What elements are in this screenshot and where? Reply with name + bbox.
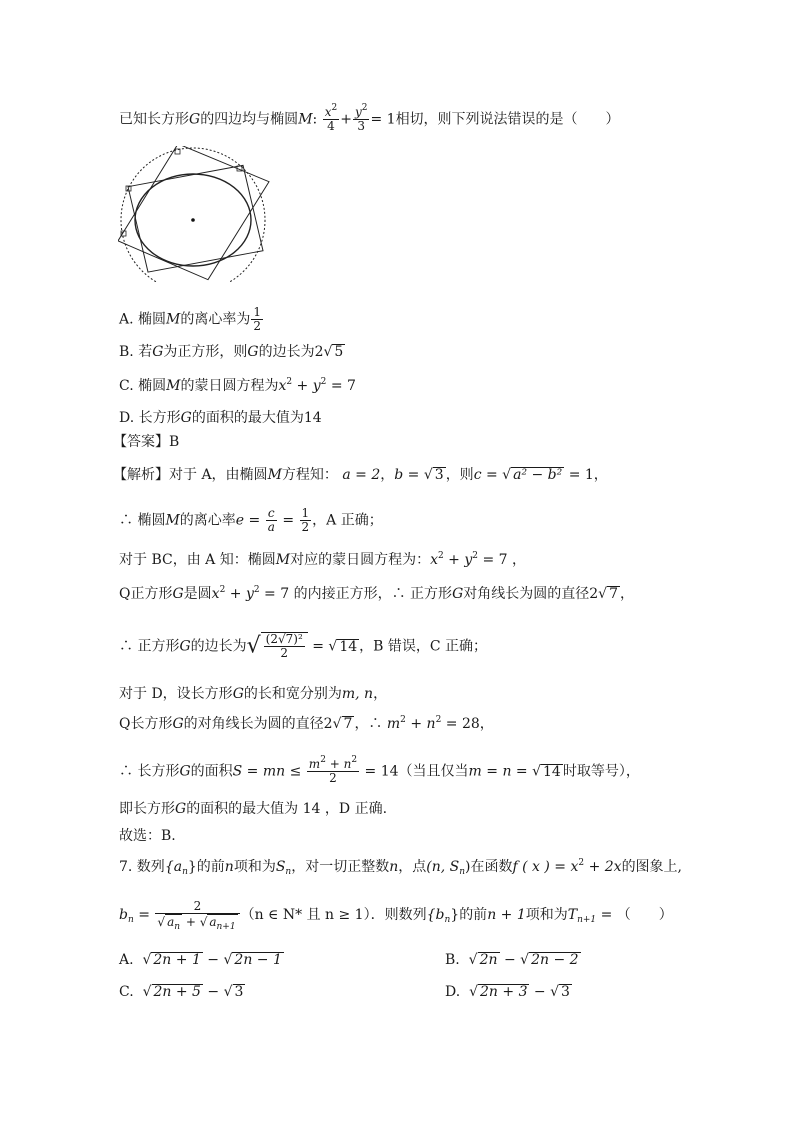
equals-one: = 1: [370, 111, 396, 128]
stem-text: 已知长方形: [119, 111, 189, 128]
answer-line: 【答案】B: [113, 434, 180, 450]
fraction-x2-4: $\frac{x^2}{4}$: [324, 103, 338, 133]
solution-line-5: ∴ 正方形G的边长为√ $\frac{\text{(2√7)²}}{2}$ = √ 14 ，B 错误，C 正确；: [119, 632, 488, 660]
option-c: C. 椭圆M的蒙日圆方程为$x^2 + y^2 = 7$: [119, 377, 356, 394]
solution-line-6: 对于 D，设长方形G的长和宽分别为m, n，: [119, 686, 388, 702]
option-b: B. 若G为正方形，则G的边长为2√ 5: [119, 344, 344, 360]
rectangle-1: [118, 146, 269, 280]
q7-option-d: D. √ 2n + 3 − √ 3: [445, 984, 570, 1000]
plus: +: [340, 111, 352, 128]
fraction-bn: $\frac{2}{√ a_n + √ a_{n+1}}$: [155, 900, 239, 930]
option-a: A. 椭圆M的离心率为 $\frac{1}{2}$: [119, 305, 261, 333]
solution-line-7: Q长方形G的对角线长为圆的直径2√ 7 ，∴ $m^2 + n^2 = 28$，: [119, 715, 494, 732]
var-m: M: [298, 111, 313, 128]
rectangle-2: [128, 165, 263, 272]
fraction-y2-3: $\frac{y^2}{3}$: [354, 103, 368, 133]
solution-line-10: 故选：B.: [119, 828, 176, 844]
stem-text: 相切，则下列说法错误的是（ ）: [395, 111, 620, 128]
solution-line-9: 即长方形G的面积的最大值为 14 ，D 正确.: [119, 801, 388, 817]
ellipse-figure: [118, 146, 270, 282]
q7-option-b: B. √ 2n − √ 2n − 2: [445, 952, 579, 968]
colon: :: [312, 111, 318, 128]
solution-line-4: Q正方形G是圆$x^2 + y^2 = 7$ 的内接正方形，∴ 正方形G对角线长为圆的直径2√ 7 ，: [119, 585, 635, 602]
var-g: G: [189, 111, 201, 128]
fraction-half: $\frac{1}{2}$: [253, 305, 261, 333]
solution-line-1: 【解析】对于 A，由椭圆M方程知： a = 2，b = √ 3 ，则c = √ a² − b² = 1，: [113, 467, 608, 483]
q7-option-a: A. √ 2n + 1 − √ 2n − 1: [119, 952, 282, 968]
q7-stem-line-2: $b_n$ = $\frac{2}{√ a_n + √ a_{n+1}}$ （n ∈ N* 且 n ≥ 1）．则数列$\{b_n\}$的前n + 1项和为$T_{n+1}$ = （ ）: [119, 899, 673, 932]
solution-line-2: ∴ 椭圆M的离心率e = $\frac{c}{a}$ = $\frac{1}{2}$ ，A 正确；: [119, 506, 383, 534]
stem-text: 的四边均与椭圆: [200, 111, 299, 128]
q7-stem-line-1: 7. 数列$\{a_n\}$的前n项和为$S_n$，对一切正整数n，点(n, $S_n$)在函数f ( x ) = $x^2 + 2x$的图象上,: [119, 858, 683, 877]
q7-option-c: C. √ 2n + 5 − √ 3: [119, 984, 244, 1000]
solution-line-8: ∴ 长方形G的面积S = mn ≤ $\frac{m^2 + n^2}{2}$ = 14（当且仅当m = n = √ 14 时取等号），: [119, 755, 640, 785]
solution-line-3: 对于 BC，由 A 知：椭圆M对应的蒙日圆方程为：$x^2 + y^2 = 7$ ，: [119, 551, 527, 568]
center-dot: [191, 218, 195, 222]
option-d: D. 长方形G的面积的最大值为14: [119, 410, 322, 426]
q6-stem: [119, 103, 620, 133]
